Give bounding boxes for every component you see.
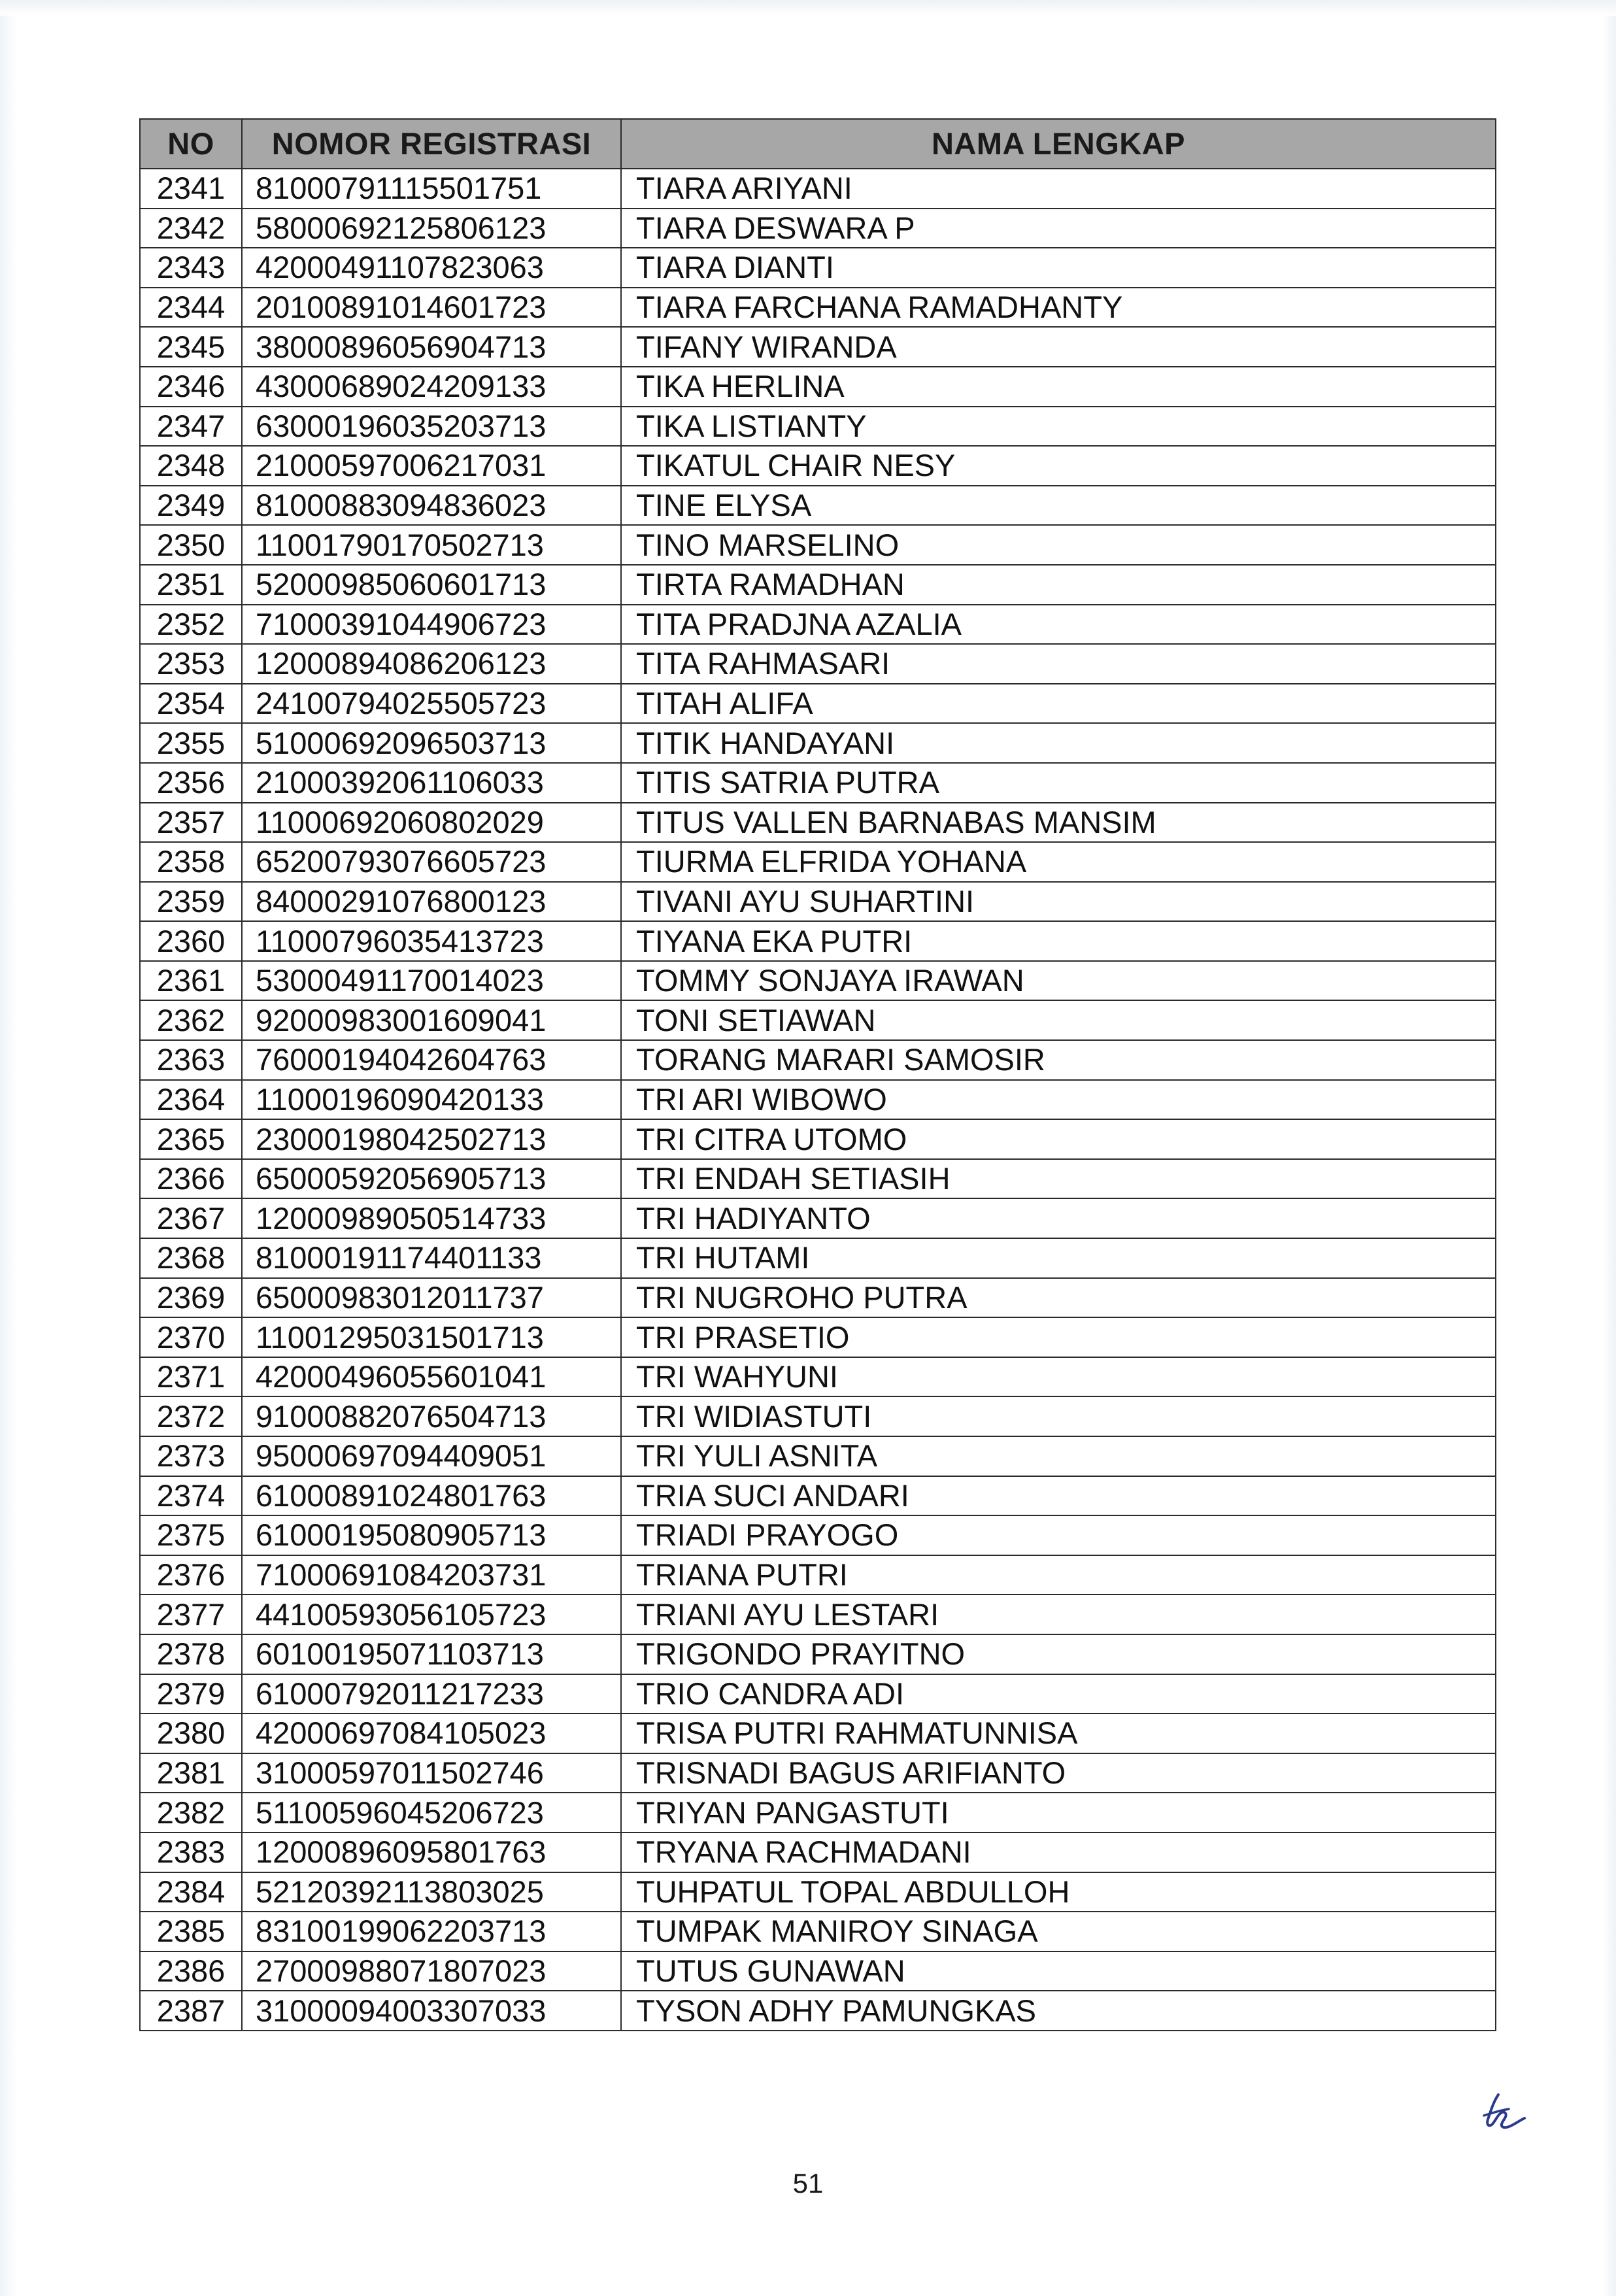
cell-full-name: TOMMY SONJAYA IRAWAN bbox=[621, 961, 1496, 1001]
table-row bbox=[140, 486, 1496, 526]
cell-no: 2346 bbox=[140, 367, 242, 407]
table-row bbox=[140, 605, 1496, 645]
cell-no: 2364 bbox=[140, 1080, 242, 1120]
table-row bbox=[140, 1793, 1496, 1832]
cell-no: 2374 bbox=[140, 1476, 242, 1516]
table-row bbox=[140, 1912, 1496, 1951]
scan-edge-left bbox=[0, 0, 17, 2296]
cell-no: 2352 bbox=[140, 605, 242, 645]
cell-no: 2387 bbox=[140, 1991, 242, 2031]
cell-no: 2384 bbox=[140, 1872, 242, 1912]
cell-registration-number: 11001790170502713 bbox=[242, 525, 621, 565]
cell-registration-number: 24100794025505723 bbox=[242, 684, 621, 724]
cell-full-name: TIKA LISTIANTY bbox=[621, 407, 1496, 447]
cell-full-name: TITUS VALLEN BARNABAS MANSIM bbox=[621, 803, 1496, 843]
table-row bbox=[140, 1198, 1496, 1238]
cell-full-name: TONI SETIAWAN bbox=[621, 1000, 1496, 1040]
table-row bbox=[140, 684, 1496, 724]
cell-full-name: TIKA HERLINA bbox=[621, 367, 1496, 407]
table-row bbox=[140, 446, 1496, 486]
cell-full-name: TITIK HANDAYANI bbox=[621, 723, 1496, 763]
table-row bbox=[140, 248, 1496, 288]
cell-registration-number: 61000195080905713 bbox=[242, 1515, 621, 1555]
cell-registration-number: 63000196035203713 bbox=[242, 407, 621, 447]
cell-registration-number: 52120392113803025 bbox=[242, 1872, 621, 1912]
cell-registration-number: 52000985060601713 bbox=[242, 565, 621, 605]
cell-no: 2353 bbox=[140, 644, 242, 684]
cell-full-name: TRIO CANDRA ADI bbox=[621, 1674, 1496, 1714]
cell-full-name: TRISA PUTRI RAHMATUNNISA bbox=[621, 1714, 1496, 1753]
cell-no: 2376 bbox=[140, 1555, 242, 1595]
cell-full-name: TIARA DESWARA P bbox=[621, 209, 1496, 248]
cell-full-name: TRIGONDO PRAYITNO bbox=[621, 1634, 1496, 1674]
cell-full-name: TIURMA ELFRIDA YOHANA bbox=[621, 842, 1496, 882]
cell-no: 2375 bbox=[140, 1515, 242, 1555]
cell-no: 2356 bbox=[140, 763, 242, 803]
cell-no: 2370 bbox=[140, 1317, 242, 1357]
table-row bbox=[140, 1634, 1496, 1674]
table-body bbox=[140, 169, 1496, 2031]
cell-full-name: TRIANA PUTRI bbox=[621, 1555, 1496, 1595]
table-row bbox=[140, 1872, 1496, 1912]
cell-registration-number: 21000392061106033 bbox=[242, 763, 621, 803]
cell-registration-number: 31000094003307033 bbox=[242, 1991, 621, 2031]
table-row bbox=[140, 1080, 1496, 1120]
cell-no: 2382 bbox=[140, 1793, 242, 1832]
cell-registration-number: 31000597011502746 bbox=[242, 1753, 621, 1793]
handwritten-initial-icon bbox=[1479, 2089, 1531, 2135]
table-row bbox=[140, 763, 1496, 803]
cell-full-name: TIVANI AYU SUHARTINI bbox=[621, 882, 1496, 922]
header-registration-number: NOMOR REGISTRASI bbox=[242, 119, 621, 169]
cell-registration-number: 61000891024801763 bbox=[242, 1476, 621, 1516]
table-header bbox=[140, 119, 1496, 169]
cell-no: 2362 bbox=[140, 1000, 242, 1040]
cell-full-name: TRISNADI BAGUS ARIFIANTO bbox=[621, 1753, 1496, 1793]
cell-no: 2380 bbox=[140, 1714, 242, 1753]
cell-registration-number: 27000988071807023 bbox=[242, 1951, 621, 1991]
registration-table bbox=[139, 118, 1496, 2031]
cell-full-name: TIFANY WIRANDA bbox=[621, 327, 1496, 367]
header-no: NO bbox=[140, 119, 242, 169]
table-row bbox=[140, 723, 1496, 763]
table-row bbox=[140, 1832, 1496, 1872]
cell-no: 2381 bbox=[140, 1753, 242, 1793]
cell-full-name: TRIADI PRAYOGO bbox=[621, 1515, 1496, 1555]
cell-no: 2341 bbox=[140, 169, 242, 209]
cell-no: 2343 bbox=[140, 248, 242, 288]
cell-no: 2357 bbox=[140, 803, 242, 843]
cell-registration-number: 71000691084203731 bbox=[242, 1555, 621, 1595]
cell-registration-number: 51100596045206723 bbox=[242, 1793, 621, 1832]
cell-full-name: TRI HADIYANTO bbox=[621, 1198, 1496, 1238]
cell-full-name: TUTUS GUNAWAN bbox=[621, 1951, 1496, 1991]
table-row bbox=[140, 407, 1496, 447]
cell-no: 2367 bbox=[140, 1198, 242, 1238]
cell-registration-number: 51000692096503713 bbox=[242, 723, 621, 763]
cell-full-name: TRI NUGROHO PUTRA bbox=[621, 1278, 1496, 1318]
table-row bbox=[140, 961, 1496, 1001]
table-row bbox=[140, 1040, 1496, 1080]
cell-no: 2371 bbox=[140, 1357, 242, 1397]
cell-full-name: TIKATUL CHAIR NESY bbox=[621, 446, 1496, 486]
cell-registration-number: 53000491170014023 bbox=[242, 961, 621, 1001]
cell-registration-number: 12000989050514733 bbox=[242, 1198, 621, 1238]
table-row bbox=[140, 1515, 1496, 1555]
cell-registration-number: 43000689024209133 bbox=[242, 367, 621, 407]
table-row bbox=[140, 1753, 1496, 1793]
table-row bbox=[140, 1951, 1496, 1991]
scan-edge-right bbox=[1602, 0, 1616, 2296]
cell-no: 2379 bbox=[140, 1674, 242, 1714]
cell-full-name: TRI CITRA UTOMO bbox=[621, 1119, 1496, 1159]
cell-no: 2350 bbox=[140, 525, 242, 565]
cell-no: 2378 bbox=[140, 1634, 242, 1674]
cell-full-name: TIARA ARIYANI bbox=[621, 169, 1496, 209]
table-header-row bbox=[140, 119, 1496, 169]
cell-full-name: TRI YULI ASNITA bbox=[621, 1436, 1496, 1476]
table-row bbox=[140, 1238, 1496, 1278]
table-row bbox=[140, 367, 1496, 407]
cell-registration-number: 61000792011217233 bbox=[242, 1674, 621, 1714]
cell-registration-number: 42000496055601041 bbox=[242, 1357, 621, 1397]
cell-registration-number: 44100593056105723 bbox=[242, 1595, 621, 1634]
cell-full-name: TIRTA RAMADHAN bbox=[621, 565, 1496, 605]
table-row bbox=[140, 1278, 1496, 1318]
cell-registration-number: 91000882076504713 bbox=[242, 1396, 621, 1436]
cell-no: 2354 bbox=[140, 684, 242, 724]
cell-no: 2368 bbox=[140, 1238, 242, 1278]
table-row bbox=[140, 803, 1496, 843]
cell-registration-number: 58000692125806123 bbox=[242, 209, 621, 248]
cell-full-name: TRIYAN PANGASTUTI bbox=[621, 1793, 1496, 1832]
cell-registration-number: 12000894086206123 bbox=[242, 644, 621, 684]
cell-full-name: TITAH ALIFA bbox=[621, 684, 1496, 724]
cell-no: 2347 bbox=[140, 407, 242, 447]
cell-no: 2365 bbox=[140, 1119, 242, 1159]
table-row bbox=[140, 169, 1496, 209]
cell-full-name: TYSON ADHY PAMUNGKAS bbox=[621, 1991, 1496, 2031]
table-row bbox=[140, 1674, 1496, 1714]
cell-full-name: TIARA DIANTI bbox=[621, 248, 1496, 288]
cell-registration-number: 92000983001609041 bbox=[242, 1000, 621, 1040]
cell-registration-number: 20100891014601723 bbox=[242, 288, 621, 328]
table-row bbox=[140, 1714, 1496, 1753]
cell-no: 2342 bbox=[140, 209, 242, 248]
cell-full-name: TIARA FARCHANA RAMADHANTY bbox=[621, 288, 1496, 328]
cell-registration-number: 65000983012011737 bbox=[242, 1278, 621, 1318]
table-row bbox=[140, 1000, 1496, 1040]
table-row bbox=[140, 288, 1496, 328]
table-row bbox=[140, 1396, 1496, 1436]
cell-registration-number: 23000198042502713 bbox=[242, 1119, 621, 1159]
cell-full-name: TITA PRADJNA AZALIA bbox=[621, 605, 1496, 645]
cell-full-name: TUMPAK MANIROY SINAGA bbox=[621, 1912, 1496, 1951]
cell-full-name: TITA RAHMASARI bbox=[621, 644, 1496, 684]
table-row bbox=[140, 921, 1496, 961]
cell-no: 2360 bbox=[140, 921, 242, 961]
table-row bbox=[140, 842, 1496, 882]
table-row bbox=[140, 1991, 1496, 2031]
cell-registration-number: 95000697094409051 bbox=[242, 1436, 621, 1476]
cell-registration-number: 42000697084105023 bbox=[242, 1714, 621, 1753]
cell-full-name: TIYANA EKA PUTRI bbox=[621, 921, 1496, 961]
cell-registration-number: 60100195071103713 bbox=[242, 1634, 621, 1674]
cell-full-name: TRI PRASETIO bbox=[621, 1317, 1496, 1357]
cell-registration-number: 42000491107823063 bbox=[242, 248, 621, 288]
cell-full-name: TRI WAHYUNI bbox=[621, 1357, 1496, 1397]
table-row bbox=[140, 1159, 1496, 1199]
cell-full-name: TRI HUTAMI bbox=[621, 1238, 1496, 1278]
cell-no: 2349 bbox=[140, 486, 242, 526]
cell-no: 2383 bbox=[140, 1832, 242, 1872]
cell-full-name: TRYANA RACHMADANI bbox=[621, 1832, 1496, 1872]
cell-no: 2366 bbox=[140, 1159, 242, 1199]
cell-no: 2355 bbox=[140, 723, 242, 763]
table-row bbox=[140, 1436, 1496, 1476]
table-row bbox=[140, 1595, 1496, 1634]
cell-registration-number: 81000191174401133 bbox=[242, 1238, 621, 1278]
cell-full-name: TRI WIDIASTUTI bbox=[621, 1396, 1496, 1436]
cell-registration-number: 84000291076800123 bbox=[242, 882, 621, 922]
cell-full-name: TRI ARI WIBOWO bbox=[621, 1080, 1496, 1120]
cell-full-name: TUHPATUL TOPAL ABDULLOH bbox=[621, 1872, 1496, 1912]
cell-registration-number: 38000896056904713 bbox=[242, 327, 621, 367]
table-row bbox=[140, 882, 1496, 922]
cell-registration-number: 83100199062203713 bbox=[242, 1912, 621, 1951]
cell-no: 2372 bbox=[140, 1396, 242, 1436]
cell-no: 2377 bbox=[140, 1595, 242, 1634]
cell-no: 2373 bbox=[140, 1436, 242, 1476]
table-row bbox=[140, 565, 1496, 605]
table-row bbox=[140, 327, 1496, 367]
cell-full-name: TRIANI AYU LESTARI bbox=[621, 1595, 1496, 1634]
table-row bbox=[140, 1555, 1496, 1595]
cell-no: 2351 bbox=[140, 565, 242, 605]
cell-no: 2358 bbox=[140, 842, 242, 882]
cell-full-name: TRIA SUCI ANDARI bbox=[621, 1476, 1496, 1516]
header-full-name: NAMA LENGKAP bbox=[621, 119, 1496, 169]
cell-registration-number: 21000597006217031 bbox=[242, 446, 621, 486]
cell-no: 2348 bbox=[140, 446, 242, 486]
cell-no: 2386 bbox=[140, 1951, 242, 1991]
table-row bbox=[140, 1119, 1496, 1159]
cell-no: 2344 bbox=[140, 288, 242, 328]
cell-registration-number: 11000692060802029 bbox=[242, 803, 621, 843]
table-row bbox=[140, 1476, 1496, 1516]
page-number: 51 bbox=[792, 2168, 824, 2199]
table-row bbox=[140, 1357, 1496, 1397]
cell-no: 2369 bbox=[140, 1278, 242, 1318]
cell-registration-number: 81000791115501751 bbox=[242, 169, 621, 209]
cell-registration-number: 65000592056905713 bbox=[242, 1159, 621, 1199]
table-row bbox=[140, 209, 1496, 248]
table-row bbox=[140, 644, 1496, 684]
cell-no: 2363 bbox=[140, 1040, 242, 1080]
cell-full-name: TORANG MARARI SAMOSIR bbox=[621, 1040, 1496, 1080]
cell-registration-number: 12000896095801763 bbox=[242, 1832, 621, 1872]
table-row bbox=[140, 525, 1496, 565]
cell-registration-number: 11000196090420133 bbox=[242, 1080, 621, 1120]
cell-no: 2361 bbox=[140, 961, 242, 1001]
cell-full-name: TRI ENDAH SETIASIH bbox=[621, 1159, 1496, 1199]
cell-full-name: TITIS SATRIA PUTRA bbox=[621, 763, 1496, 803]
cell-registration-number: 76000194042604763 bbox=[242, 1040, 621, 1080]
cell-no: 2385 bbox=[140, 1912, 242, 1951]
cell-no: 2359 bbox=[140, 882, 242, 922]
cell-registration-number: 81000883094836023 bbox=[242, 486, 621, 526]
cell-registration-number: 65200793076605723 bbox=[242, 842, 621, 882]
cell-registration-number: 11001295031501713 bbox=[242, 1317, 621, 1357]
table-row bbox=[140, 1317, 1496, 1357]
scan-edge-top bbox=[0, 0, 1616, 16]
cell-no: 2345 bbox=[140, 327, 242, 367]
cell-full-name: TINE ELYSA bbox=[621, 486, 1496, 526]
cell-full-name: TINO MARSELINO bbox=[621, 525, 1496, 565]
cell-registration-number: 71000391044906723 bbox=[242, 605, 621, 645]
cell-registration-number: 11000796035413723 bbox=[242, 921, 621, 961]
